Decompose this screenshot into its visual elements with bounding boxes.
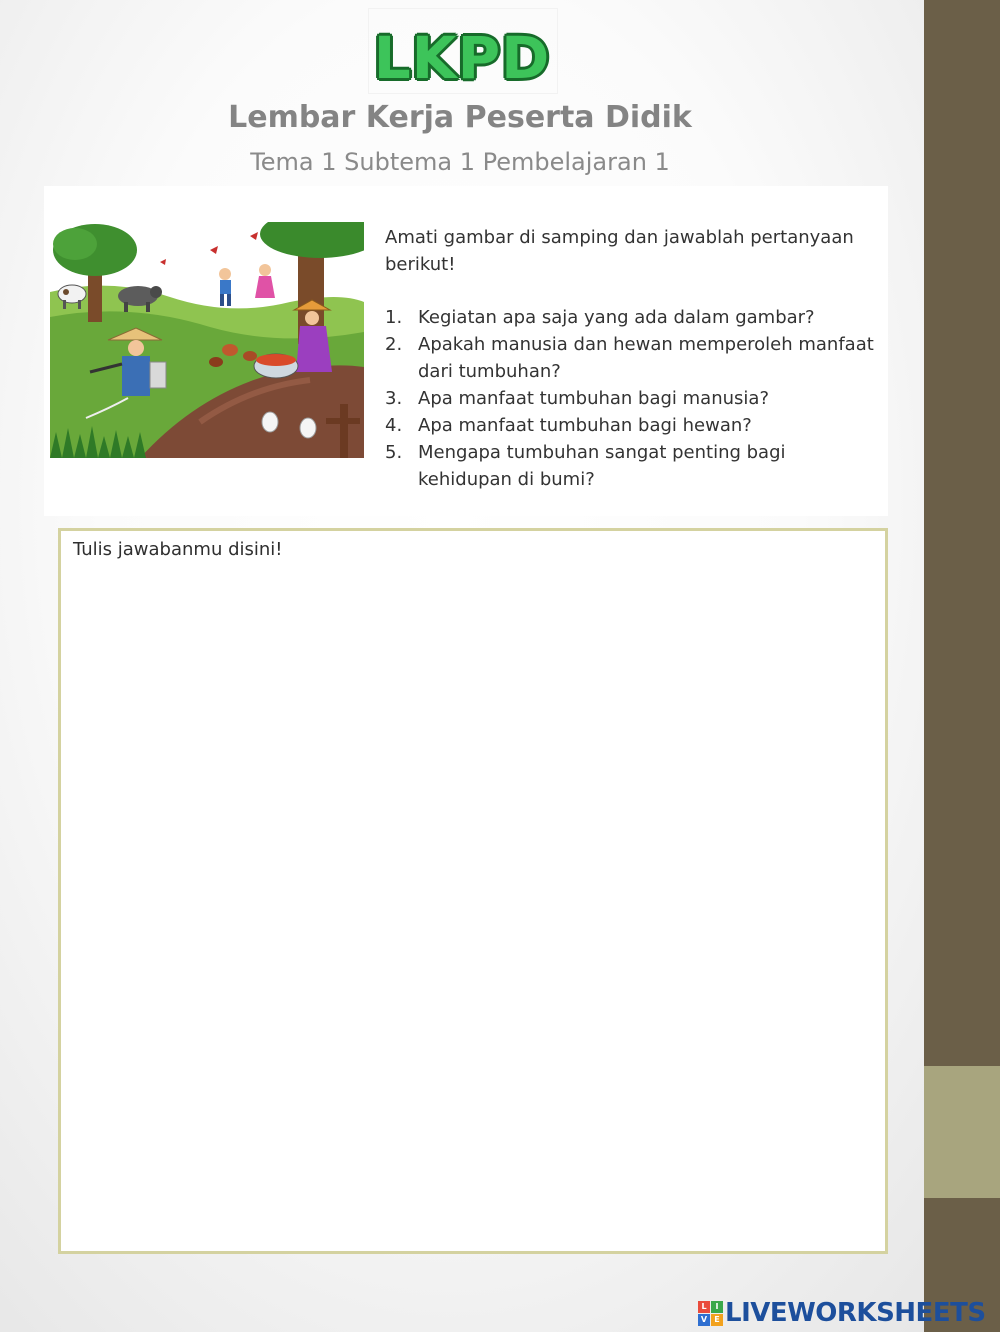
liveworksheets-logo[interactable] — [698, 1296, 986, 1330]
question-text: Apa manfaat tumbuhan bagi hewan? — [418, 415, 752, 436]
question-number: 1. — [385, 307, 403, 328]
sidebar-accent-block — [924, 1066, 1000, 1198]
answer-box — [58, 528, 888, 1254]
question-text: Apakah manusia dan hewan memperoleh manfaat dari tumbuhan? — [418, 334, 874, 382]
brand-icon-letter: L — [698, 1301, 710, 1313]
question-text: Kegiatan apa saja yang ada dalam gambar? — [418, 307, 815, 328]
brand-name: LIVEWORKSHEETS — [725, 1298, 986, 1328]
brand-icon-letter: I — [711, 1301, 723, 1313]
question-item — [385, 439, 885, 493]
question-item — [385, 385, 885, 412]
question-number: 5. — [385, 442, 403, 463]
page-subtitle: Tema 1 Subtema 1 Pembelajaran 1 — [250, 148, 670, 176]
question-item — [385, 331, 885, 385]
page-title: Lembar Kerja Peserta Didik — [228, 100, 692, 135]
answer-textarea[interactable] — [71, 535, 880, 1244]
liveworksheets-icon — [698, 1301, 723, 1326]
question-item — [385, 304, 885, 331]
question-number: 4. — [385, 415, 403, 436]
brand-icon-letter: E — [711, 1314, 723, 1326]
brand-icon-letter: V — [698, 1314, 710, 1326]
question-list — [385, 304, 885, 493]
question-item — [385, 412, 885, 439]
farm-scene-illustration — [50, 222, 364, 458]
lkpd-logo: LKPD — [373, 24, 551, 92]
question-number: 3. — [385, 388, 403, 409]
question-number: 2. — [385, 334, 403, 355]
question-text: Mengapa tumbuhan sangat penting bagi kehidupan di bumi? — [418, 442, 786, 490]
question-text: Apa manfaat tumbuhan bagi manusia? — [418, 388, 769, 409]
instructions-block — [385, 224, 885, 493]
instructions-intro: Amati gambar di samping dan jawablah pertanyaan berikut! — [385, 227, 854, 275]
